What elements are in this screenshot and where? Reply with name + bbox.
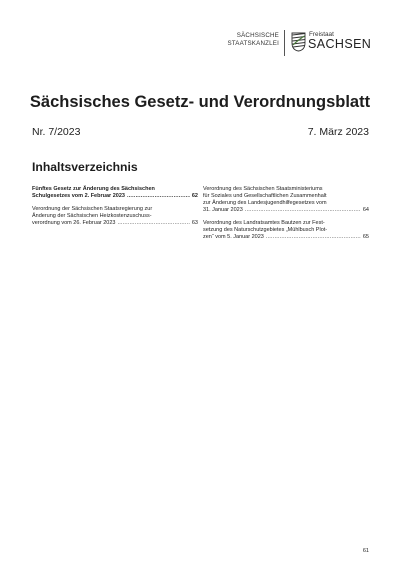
toc-page-number: 63 <box>191 220 198 226</box>
toc-entry-line <box>203 186 369 193</box>
toc-entry-line <box>32 213 198 220</box>
toc-entry-line <box>32 186 198 193</box>
toc-entry-line <box>203 200 369 207</box>
agency-line-1: SÄCHSISCHE <box>236 32 279 39</box>
toc-entry-line <box>32 193 198 200</box>
logo-divider <box>284 30 285 56</box>
toc-page-number: 65 <box>362 234 369 240</box>
toc-entry-text: für Soziales und Gesellschaftlichen Zusammenhalt <box>203 193 327 199</box>
toc-leader-dots <box>117 220 189 227</box>
toc-entry-text: zur Änderung des Landesjugendhilfegesetzes vom <box>203 200 327 206</box>
toc-entry-text: Fünftes Gesetz zur Änderung des Sächsischen <box>32 186 155 192</box>
toc-entry-text: Verordnung der Sächsischen Staatsregierung zur <box>32 206 153 212</box>
agency-line-2: STAATSKANZLEI <box>227 40 279 47</box>
toc-page-number: 62 <box>191 193 198 199</box>
toc-entry-line <box>32 206 198 213</box>
toc-entry[interactable] <box>203 220 369 241</box>
toc-entry[interactable] <box>32 206 198 227</box>
toc-leader-dots <box>266 234 361 241</box>
issue-number: Nr. 7/2023 <box>32 126 81 138</box>
agency-name <box>227 32 279 48</box>
toc-entry-text: setzung des Naturschutzgebietes „Mühlbusch Plot- <box>203 227 328 233</box>
toc-entry-text: Schulgesetzes vom 2. Februar 2023 <box>32 193 125 199</box>
freistaat-label: Freistaat <box>309 31 334 38</box>
toc-left-column <box>32 186 198 233</box>
toc-entry[interactable] <box>32 186 198 200</box>
toc-entry-text: Verordnung des Sächsischen Staatsministeriums <box>203 186 323 192</box>
saxony-crest-icon <box>291 32 306 52</box>
toc-entry-line <box>203 234 369 241</box>
toc-entry-text: 31. Januar 2023 <box>203 207 243 213</box>
toc-entry[interactable] <box>203 186 369 214</box>
toc-entry-line <box>203 207 369 214</box>
toc-entry-text: zen“ vom 5. Januar 2023 <box>203 234 264 240</box>
toc-page-number: 64 <box>362 207 369 213</box>
toc-entry-text: Änderung der Sächsischen Heizkostenzuschuss- <box>32 213 152 219</box>
toc-entry-line <box>203 193 369 200</box>
page-number: 61 <box>362 548 369 554</box>
toc-entry-line <box>203 220 369 227</box>
toc-entry-line <box>32 220 198 227</box>
toc-entry-text: Verordnung des Landratsamtes Bautzen zur Fest- <box>203 220 325 226</box>
toc-leader-dots <box>127 193 190 200</box>
header-logo <box>222 30 372 56</box>
toc-right-column <box>203 186 369 247</box>
toc-heading: Inhaltsverzeichnis <box>32 160 138 174</box>
toc-entry-text: verordnung vom 26. Februar 2023 <box>32 220 116 226</box>
issue-date: 7. März 2023 <box>307 126 369 138</box>
document-title: Sächsisches Gesetz- und Verordnungsblatt <box>29 93 371 111</box>
toc-leader-dots <box>245 207 361 214</box>
sachsen-label: SACHSEN <box>308 37 372 51</box>
toc-entry-line <box>203 227 369 234</box>
